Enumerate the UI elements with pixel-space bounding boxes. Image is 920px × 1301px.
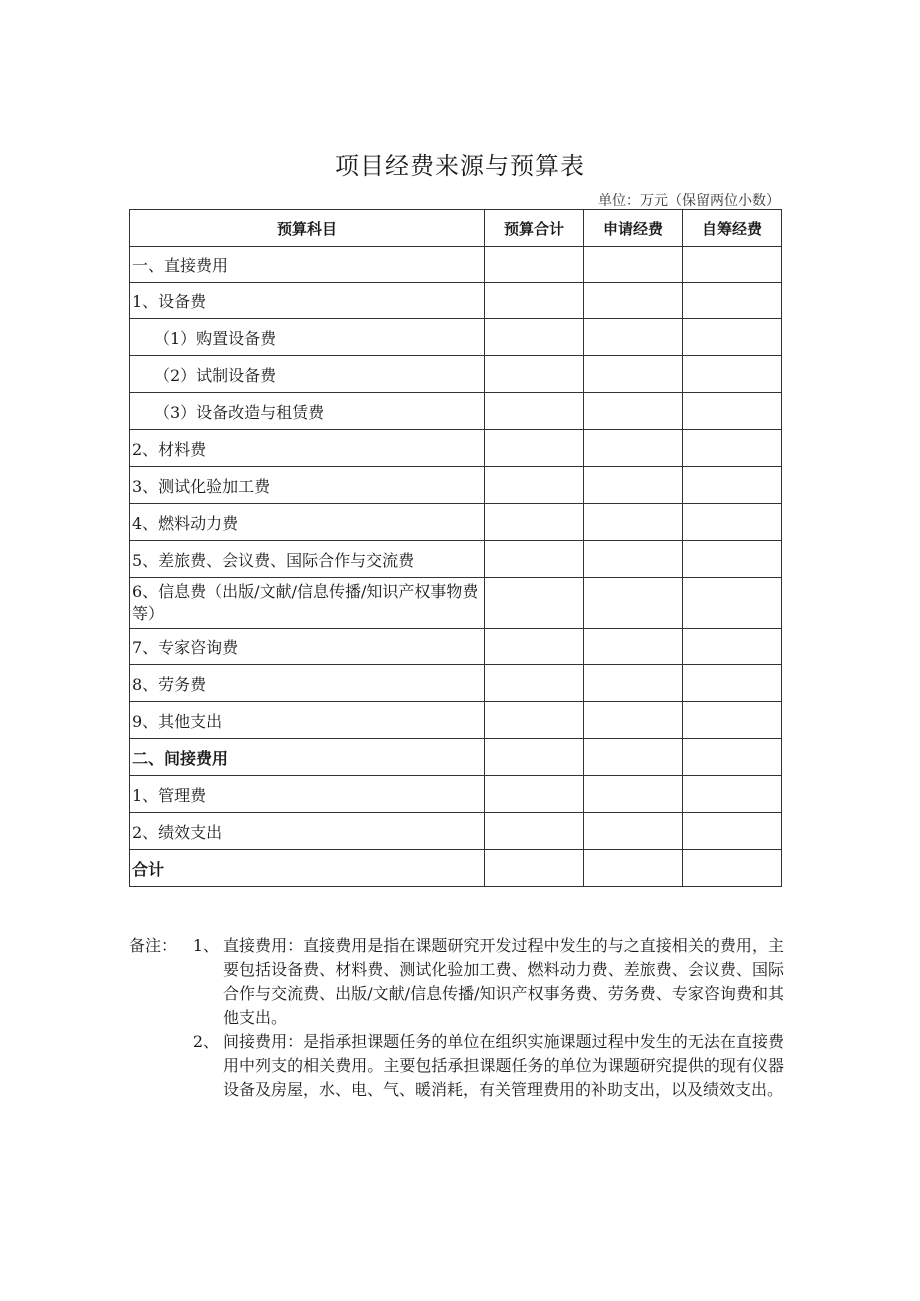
table-row (130, 850, 782, 887)
header-row (130, 210, 782, 247)
cell-self[interactable] (683, 356, 782, 393)
cell-total[interactable] (485, 283, 584, 319)
row-label: 1、设备费 (130, 283, 485, 319)
cell-total[interactable] (485, 813, 584, 850)
table-row (130, 356, 782, 393)
cell-applied[interactable] (584, 578, 683, 629)
cell-applied[interactable] (584, 319, 683, 356)
row-label: 9、其他支出 (130, 702, 485, 739)
cell-total[interactable] (485, 739, 584, 776)
row-label: （2）试制设备费 (130, 356, 485, 393)
cell-total[interactable] (485, 578, 584, 629)
cell-self[interactable] (683, 430, 782, 467)
cell-self[interactable] (683, 813, 782, 850)
row-label: 3、测试化验加工费 (130, 467, 485, 504)
cell-applied[interactable] (584, 629, 683, 665)
cell-self[interactable] (683, 776, 782, 813)
cell-total[interactable] (485, 356, 584, 393)
cell-total[interactable] (485, 665, 584, 702)
cell-applied[interactable] (584, 467, 683, 504)
cell-applied[interactable] (584, 776, 683, 813)
row-label: 二、间接费用 (130, 739, 485, 776)
cell-total[interactable] (485, 319, 584, 356)
cell-applied[interactable] (584, 739, 683, 776)
table-row (130, 578, 782, 629)
table-row (130, 430, 782, 467)
unit-note: 单位：万元（保留两位小数） (598, 193, 780, 209)
row-label: 5、差旅费、会议费、国际合作与交流费 (130, 541, 485, 578)
table-row (130, 393, 782, 430)
notes-label-spacer (129, 1030, 181, 1102)
cell-self[interactable] (683, 739, 782, 776)
cell-applied[interactable] (584, 247, 683, 283)
row-label: 8、劳务费 (130, 665, 485, 702)
cell-applied[interactable] (584, 850, 683, 887)
cell-applied[interactable] (584, 356, 683, 393)
cell-applied[interactable] (584, 702, 683, 739)
cell-total[interactable] (485, 629, 584, 665)
row-label: 7、专家咨询费 (130, 629, 485, 665)
cell-total[interactable] (485, 776, 584, 813)
row-label: （3）设备改造与租赁费 (130, 393, 485, 430)
table-row (130, 504, 782, 541)
header-budget-total: 预算合计 (485, 210, 584, 247)
row-label: 2、材料费 (130, 430, 485, 467)
cell-self[interactable] (683, 504, 782, 541)
row-label: 6、信息费（出版/文献/信息传播/知识产权事物费等） (130, 578, 485, 629)
note-number: 2、 (192, 1032, 219, 1051)
cell-total[interactable] (485, 702, 584, 739)
cell-total[interactable] (485, 247, 584, 283)
cell-applied[interactable] (584, 283, 683, 319)
table-row (130, 665, 782, 702)
note-item (129, 1030, 784, 1102)
cell-self[interactable] (683, 578, 782, 629)
cell-applied[interactable] (584, 541, 683, 578)
cell-self[interactable] (683, 541, 782, 578)
cell-self[interactable] (683, 319, 782, 356)
row-label: 2、绩效支出 (130, 813, 485, 850)
row-label: （1）购置设备费 (130, 319, 485, 356)
row-label: 1、管理费 (130, 776, 485, 813)
cell-applied[interactable] (584, 813, 683, 850)
header-self-raised-funds: 自筹经费 (683, 210, 782, 247)
cell-total[interactable] (485, 850, 584, 887)
row-label: 一、直接费用 (130, 247, 485, 283)
header-budget-item: 预算科目 (130, 210, 485, 247)
table-row (130, 541, 782, 578)
cell-total[interactable] (485, 541, 584, 578)
cell-self[interactable] (683, 283, 782, 319)
cell-total[interactable] (485, 504, 584, 541)
table-row (130, 283, 782, 319)
cell-applied[interactable] (584, 393, 683, 430)
page-title: 项目经费来源与预算表 (335, 152, 585, 180)
budget-table (129, 209, 782, 887)
row-label: 4、燃料动力费 (130, 504, 485, 541)
cell-applied[interactable] (584, 430, 683, 467)
table-row (130, 247, 782, 283)
cell-self[interactable] (683, 665, 782, 702)
cell-self[interactable] (683, 247, 782, 283)
cell-total[interactable] (485, 430, 584, 467)
cell-applied[interactable] (584, 504, 683, 541)
table-row (130, 776, 782, 813)
cell-self[interactable] (683, 393, 782, 430)
cell-total[interactable] (485, 467, 584, 504)
note-text: 间接费用：是指承担课题任务的单位在组织实施课题过程中发生的无法在直接费用中列支的相关费用。主要包括承担课题任务的单位为课题研究提供的现有仪器设备及房屋，水、电、气、暖消耗，有关管理费用的补助支出，以及绩效支出。 (223, 1032, 784, 1099)
table-row (130, 702, 782, 739)
table-row (130, 467, 782, 504)
cell-self[interactable] (683, 702, 782, 739)
table-row (130, 319, 782, 356)
note-item (129, 934, 784, 1030)
cell-self[interactable] (683, 467, 782, 504)
table-row (130, 629, 782, 665)
row-label: 合计 (130, 850, 485, 887)
cell-self[interactable] (683, 629, 782, 665)
cell-applied[interactable] (584, 665, 683, 702)
table-row (130, 739, 782, 776)
note-number: 1、 (192, 936, 219, 955)
cell-self[interactable] (683, 850, 782, 887)
header-applied-funds: 申请经费 (584, 210, 683, 247)
notes-label: 备注： (129, 936, 178, 955)
note-text: 直接费用：直接费用是指在课题研究开发过程中发生的与之直接相关的费用，主要包括设备费、材料费、测试化验加工费、燃料动力费、差旅费、会议费、国际合作与交流费、出版/文献/信息传播/知识产权事务费、劳务费、专家咨询费和其他支出。 (223, 936, 784, 1027)
table-row (130, 813, 782, 850)
cell-total[interactable] (485, 393, 584, 430)
notes-section (129, 934, 784, 1102)
